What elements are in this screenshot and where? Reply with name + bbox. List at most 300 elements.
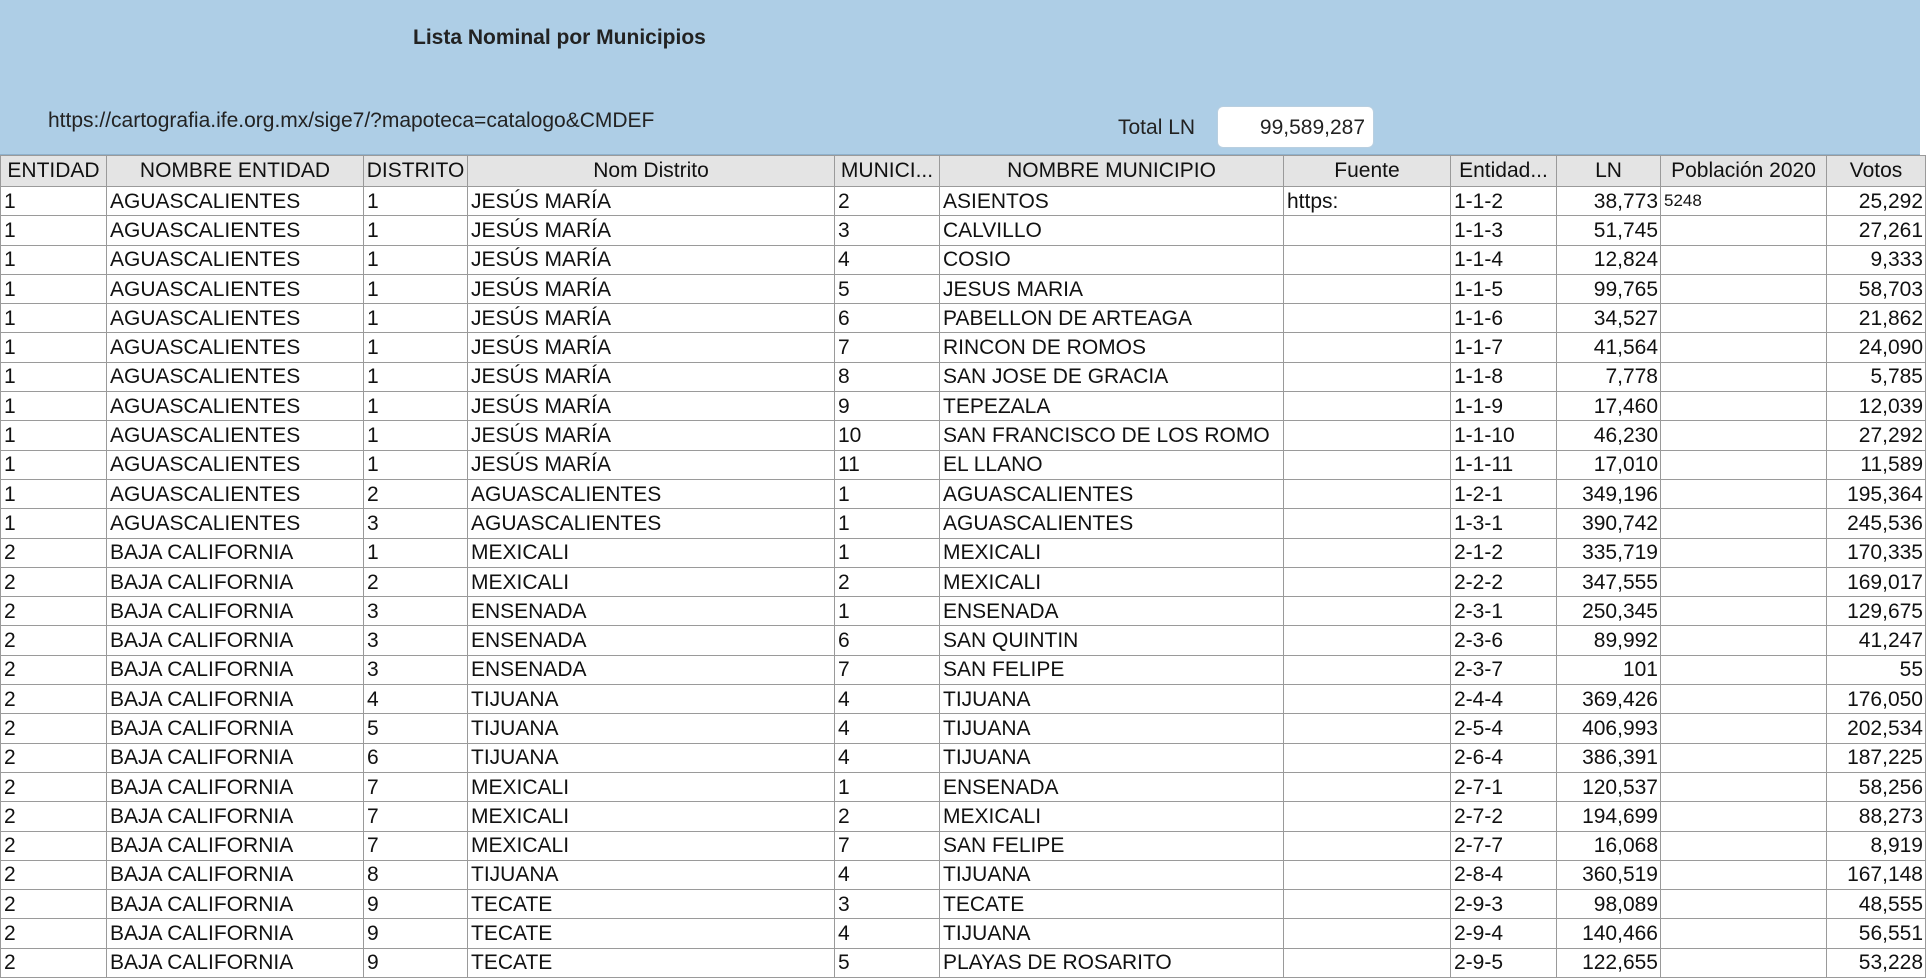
cell-nombre-municipio[interactable]: AGUASCALIENTES [940,509,1284,538]
cell-ln[interactable]: 250,345 [1557,597,1661,626]
cell-entidad-key[interactable]: 2-9-5 [1451,948,1557,977]
cell-nombre-entidad[interactable]: BAJA CALIFORNIA [107,597,364,626]
column-header-nom-distrito[interactable]: Nom Distrito [468,156,835,187]
cell-votos[interactable]: 53,228 [1827,948,1926,977]
cell-distrito[interactable]: 2 [364,567,468,596]
cell-distrito[interactable]: 1 [364,187,468,216]
cell-poblacion-2020[interactable] [1661,421,1827,450]
cell-nom-distrito[interactable]: JESÚS MARÍA [468,450,835,479]
cell-ln[interactable]: 335,719 [1557,538,1661,567]
cell-ln[interactable]: 99,765 [1557,274,1661,303]
cell-entidad[interactable]: 2 [1,890,107,919]
cell-distrito[interactable]: 9 [364,948,468,977]
cell-nom-distrito[interactable]: JESÚS MARÍA [468,187,835,216]
cell-nombre-municipio[interactable]: ASIENTOS [940,187,1284,216]
cell-votos[interactable]: 202,534 [1827,714,1926,743]
cell-ln[interactable]: 194,699 [1557,802,1661,831]
cell-entidad-key[interactable]: 2-8-4 [1451,860,1557,889]
cell-distrito[interactable]: 1 [364,333,468,362]
cell-nombre-municipio[interactable]: PLAYAS DE ROSARITO [940,948,1284,977]
cell-votos[interactable]: 48,555 [1827,890,1926,919]
cell-municipio[interactable]: 4 [835,245,940,274]
column-header-entidad[interactable]: ENTIDAD [1,156,107,187]
cell-entidad[interactable]: 1 [1,187,107,216]
cell-nombre-entidad[interactable]: BAJA CALIFORNIA [107,802,364,831]
cell-nombre-municipio[interactable]: SAN QUINTIN [940,626,1284,655]
cell-entidad[interactable]: 2 [1,567,107,596]
cell-votos[interactable]: 24,090 [1827,333,1926,362]
cell-distrito[interactable]: 3 [364,626,468,655]
cell-fuente[interactable] [1284,860,1451,889]
cell-entidad-key[interactable]: 1-1-8 [1451,362,1557,391]
cell-poblacion-2020[interactable] [1661,597,1827,626]
cell-nombre-municipio[interactable]: PABELLON DE ARTEAGA [940,304,1284,333]
cell-nom-distrito[interactable]: MEXICALI [468,802,835,831]
cell-fuente[interactable] [1284,743,1451,772]
cell-nombre-entidad[interactable]: BAJA CALIFORNIA [107,714,364,743]
cell-nom-distrito[interactable]: MEXICALI [468,772,835,801]
cell-poblacion-2020[interactable] [1661,685,1827,714]
cell-nombre-municipio[interactable]: SAN FRANCISCO DE LOS ROMO [940,421,1284,450]
cell-fuente[interactable] [1284,450,1451,479]
cell-ln[interactable]: 17,460 [1557,392,1661,421]
cell-entidad[interactable]: 2 [1,831,107,860]
cell-municipio[interactable]: 11 [835,450,940,479]
cell-municipio[interactable]: 7 [835,831,940,860]
cell-poblacion-2020[interactable] [1661,626,1827,655]
cell-municipio[interactable]: 2 [835,802,940,831]
cell-entidad[interactable]: 2 [1,743,107,772]
cell-nom-distrito[interactable]: TIJUANA [468,743,835,772]
cell-entidad[interactable]: 1 [1,479,107,508]
cell-ln[interactable]: 17,010 [1557,450,1661,479]
cell-votos[interactable]: 56,551 [1827,919,1926,948]
cell-votos[interactable]: 129,675 [1827,597,1926,626]
cell-fuente[interactable] [1284,890,1451,919]
cell-entidad[interactable]: 2 [1,714,107,743]
cell-ln[interactable]: 122,655 [1557,948,1661,977]
cell-nombre-municipio[interactable]: TIJUANA [940,860,1284,889]
cell-entidad-key[interactable]: 2-4-4 [1451,685,1557,714]
cell-votos[interactable]: 9,333 [1827,245,1926,274]
cell-nombre-entidad[interactable]: BAJA CALIFORNIA [107,948,364,977]
cell-fuente[interactable] [1284,304,1451,333]
cell-nom-distrito[interactable]: AGUASCALIENTES [468,509,835,538]
cell-nombre-municipio[interactable]: MEXICALI [940,567,1284,596]
cell-municipio[interactable]: 8 [835,362,940,391]
cell-nombre-entidad[interactable]: BAJA CALIFORNIA [107,919,364,948]
column-header-entidad-key[interactable]: Entidad... [1451,156,1557,187]
cell-nom-distrito[interactable]: TIJUANA [468,714,835,743]
cell-ln[interactable]: 369,426 [1557,685,1661,714]
cell-entidad[interactable]: 1 [1,245,107,274]
cell-entidad[interactable]: 1 [1,274,107,303]
cell-nom-distrito[interactable]: ENSENADA [468,626,835,655]
cell-distrito[interactable]: 9 [364,890,468,919]
cell-votos[interactable]: 27,292 [1827,421,1926,450]
cell-entidad[interactable]: 2 [1,948,107,977]
cell-nombre-entidad[interactable]: BAJA CALIFORNIA [107,655,364,684]
column-header-municipio[interactable]: MUNICI... [835,156,940,187]
cell-entidad-key[interactable]: 2-6-4 [1451,743,1557,772]
cell-nom-distrito[interactable]: JESÚS MARÍA [468,304,835,333]
cell-distrito[interactable]: 1 [364,392,468,421]
cell-nombre-entidad[interactable]: BAJA CALIFORNIA [107,890,364,919]
cell-nombre-municipio[interactable]: SAN FELIPE [940,831,1284,860]
cell-entidad-key[interactable]: 2-7-2 [1451,802,1557,831]
cell-poblacion-2020[interactable] [1661,655,1827,684]
cell-municipio[interactable]: 2 [835,567,940,596]
cell-nom-distrito[interactable]: TIJUANA [468,685,835,714]
cell-entidad-key[interactable]: 2-3-6 [1451,626,1557,655]
cell-ln[interactable]: 89,992 [1557,626,1661,655]
cell-ln[interactable]: 406,993 [1557,714,1661,743]
cell-nom-distrito[interactable]: ENSENADA [468,597,835,626]
cell-nombre-municipio[interactable]: EL LLANO [940,450,1284,479]
cell-entidad[interactable]: 2 [1,860,107,889]
cell-nom-distrito[interactable]: TIJUANA [468,860,835,889]
cell-distrito[interactable]: 1 [364,421,468,450]
column-header-fuente[interactable]: Fuente [1284,156,1451,187]
cell-poblacion-2020[interactable] [1661,362,1827,391]
cell-municipio[interactable]: 9 [835,392,940,421]
cell-ln[interactable]: 34,527 [1557,304,1661,333]
cell-nombre-entidad[interactable]: AGUASCALIENTES [107,392,364,421]
cell-fuente[interactable] [1284,685,1451,714]
column-header-votos[interactable]: Votos [1827,156,1926,187]
cell-poblacion-2020[interactable] [1661,216,1827,245]
cell-entidad[interactable]: 2 [1,772,107,801]
cell-nombre-municipio[interactable]: SAN FELIPE [940,655,1284,684]
cell-entidad[interactable]: 1 [1,421,107,450]
cell-nombre-municipio[interactable]: TIJUANA [940,919,1284,948]
cell-entidad-key[interactable]: 2-1-2 [1451,538,1557,567]
cell-distrito[interactable]: 7 [364,831,468,860]
cell-votos[interactable]: 170,335 [1827,538,1926,567]
cell-fuente[interactable] [1284,919,1451,948]
cell-votos[interactable]: 55 [1827,655,1926,684]
cell-poblacion-2020[interactable] [1661,860,1827,889]
cell-ln[interactable]: 360,519 [1557,860,1661,889]
cell-nom-distrito[interactable]: TECATE [468,890,835,919]
cell-nombre-municipio[interactable]: CALVILLO [940,216,1284,245]
cell-municipio[interactable]: 4 [835,919,940,948]
cell-entidad-key[interactable]: 1-3-1 [1451,509,1557,538]
cell-municipio[interactable]: 7 [835,333,940,362]
cell-fuente[interactable] [1284,655,1451,684]
cell-votos[interactable]: 21,862 [1827,304,1926,333]
cell-poblacion-2020[interactable] [1661,245,1827,274]
cell-fuente[interactable] [1284,538,1451,567]
cell-entidad[interactable]: 2 [1,655,107,684]
cell-distrito[interactable]: 5 [364,714,468,743]
cell-distrito[interactable]: 1 [364,538,468,567]
cell-distrito[interactable]: 7 [364,772,468,801]
cell-entidad-key[interactable]: 1-1-10 [1451,421,1557,450]
cell-entidad-key[interactable]: 2-7-7 [1451,831,1557,860]
cell-votos[interactable]: 169,017 [1827,567,1926,596]
cell-ln[interactable]: 98,089 [1557,890,1661,919]
cell-poblacion-2020[interactable] [1661,392,1827,421]
cell-distrito[interactable]: 4 [364,685,468,714]
cell-entidad-key[interactable]: 2-9-4 [1451,919,1557,948]
cell-distrito[interactable]: 1 [364,362,468,391]
cell-votos[interactable]: 11,589 [1827,450,1926,479]
cell-nombre-entidad[interactable]: BAJA CALIFORNIA [107,831,364,860]
cell-entidad-key[interactable]: 1-1-3 [1451,216,1557,245]
cell-nom-distrito[interactable]: JESÚS MARÍA [468,333,835,362]
cell-nombre-municipio[interactable]: SAN JOSE DE GRACIA [940,362,1284,391]
cell-nombre-municipio[interactable]: MEXICALI [940,802,1284,831]
cell-nombre-entidad[interactable]: BAJA CALIFORNIA [107,772,364,801]
cell-ln[interactable]: 7,778 [1557,362,1661,391]
cell-poblacion-2020[interactable] [1661,919,1827,948]
cell-fuente[interactable] [1284,802,1451,831]
cell-nom-distrito[interactable]: JESÚS MARÍA [468,216,835,245]
cell-municipio[interactable]: 1 [835,509,940,538]
cell-nom-distrito[interactable]: TECATE [468,919,835,948]
cell-fuente[interactable] [1284,626,1451,655]
cell-nombre-municipio[interactable]: MEXICALI [940,538,1284,567]
source-url-link[interactable]: https://cartografia.ife.org.mx/sige7/?mapoteca=catalogo&CMDEF [48,109,655,132]
cell-nombre-entidad[interactable]: AGUASCALIENTES [107,509,364,538]
cell-votos[interactable]: 195,364 [1827,479,1926,508]
cell-nombre-entidad[interactable]: BAJA CALIFORNIA [107,567,364,596]
cell-fuente[interactable] [1284,597,1451,626]
cell-fuente[interactable] [1284,362,1451,391]
cell-fuente[interactable]: https: [1284,187,1451,216]
cell-fuente[interactable] [1284,567,1451,596]
cell-nom-distrito[interactable]: MEXICALI [468,538,835,567]
cell-poblacion-2020[interactable] [1661,479,1827,508]
cell-entidad-key[interactable]: 2-2-2 [1451,567,1557,596]
cell-distrito[interactable]: 6 [364,743,468,772]
cell-nombre-entidad[interactable]: AGUASCALIENTES [107,216,364,245]
cell-entidad-key[interactable]: 2-7-1 [1451,772,1557,801]
cell-entidad-key[interactable]: 2-3-1 [1451,597,1557,626]
cell-nombre-entidad[interactable]: AGUASCALIENTES [107,245,364,274]
cell-nombre-entidad[interactable]: AGUASCALIENTES [107,421,364,450]
cell-distrito[interactable]: 1 [364,216,468,245]
cell-municipio[interactable]: 1 [835,538,940,567]
column-header-nombre-entidad[interactable]: NOMBRE ENTIDAD [107,156,364,187]
cell-fuente[interactable] [1284,245,1451,274]
cell-distrito[interactable]: 1 [364,245,468,274]
cell-municipio[interactable]: 7 [835,655,940,684]
cell-nombre-entidad[interactable]: BAJA CALIFORNIA [107,860,364,889]
cell-nombre-entidad[interactable]: AGUASCALIENTES [107,187,364,216]
cell-entidad[interactable]: 1 [1,362,107,391]
cell-poblacion-2020[interactable] [1661,538,1827,567]
cell-entidad-key[interactable]: 1-1-4 [1451,245,1557,274]
cell-votos[interactable]: 176,050 [1827,685,1926,714]
cell-fuente[interactable] [1284,274,1451,303]
cell-ln[interactable]: 140,466 [1557,919,1661,948]
cell-fuente[interactable] [1284,421,1451,450]
cell-nombre-municipio[interactable]: ENSENADA [940,772,1284,801]
cell-fuente[interactable] [1284,509,1451,538]
cell-votos[interactable]: 8,919 [1827,831,1926,860]
cell-poblacion-2020[interactable] [1661,450,1827,479]
cell-votos[interactable]: 58,703 [1827,274,1926,303]
cell-nombre-entidad[interactable]: AGUASCALIENTES [107,479,364,508]
cell-votos[interactable]: 5,785 [1827,362,1926,391]
cell-nombre-entidad[interactable]: AGUASCALIENTES [107,304,364,333]
cell-fuente[interactable] [1284,831,1451,860]
cell-ln[interactable]: 38,773 [1557,187,1661,216]
cell-nombre-entidad[interactable]: AGUASCALIENTES [107,450,364,479]
cell-ln[interactable]: 390,742 [1557,509,1661,538]
cell-ln[interactable]: 349,196 [1557,479,1661,508]
cell-entidad-key[interactable]: 1-1-6 [1451,304,1557,333]
cell-nombre-municipio[interactable]: JESUS MARIA [940,274,1284,303]
cell-entidad-key[interactable]: 1-2-1 [1451,479,1557,508]
cell-fuente[interactable] [1284,714,1451,743]
cell-ln[interactable]: 41,564 [1557,333,1661,362]
cell-poblacion-2020[interactable] [1661,772,1827,801]
cell-nombre-municipio[interactable]: TIJUANA [940,685,1284,714]
cell-ln[interactable]: 46,230 [1557,421,1661,450]
cell-nom-distrito[interactable]: MEXICALI [468,567,835,596]
cell-votos[interactable]: 27,261 [1827,216,1926,245]
cell-distrito[interactable]: 3 [364,597,468,626]
cell-nom-distrito[interactable]: JESÚS MARÍA [468,421,835,450]
cell-distrito[interactable]: 1 [364,450,468,479]
cell-municipio[interactable]: 2 [835,187,940,216]
cell-entidad-key[interactable]: 1-1-5 [1451,274,1557,303]
cell-fuente[interactable] [1284,216,1451,245]
cell-votos[interactable]: 12,039 [1827,392,1926,421]
cell-nom-distrito[interactable]: JESÚS MARÍA [468,392,835,421]
cell-municipio[interactable]: 1 [835,597,940,626]
cell-poblacion-2020[interactable] [1661,831,1827,860]
cell-municipio[interactable]: 5 [835,274,940,303]
cell-nombre-entidad[interactable]: BAJA CALIFORNIA [107,743,364,772]
total-ln-field[interactable]: 99,589,287 [1217,106,1374,148]
cell-municipio[interactable]: 4 [835,743,940,772]
cell-nom-distrito[interactable]: JESÚS MARÍA [468,362,835,391]
cell-nombre-municipio[interactable]: RINCON DE ROMOS [940,333,1284,362]
cell-poblacion-2020[interactable] [1661,948,1827,977]
column-header-nombre-municipio[interactable]: NOMBRE MUNICIPIO [940,156,1284,187]
column-header-distrito[interactable]: DISTRITO [364,156,468,187]
cell-municipio[interactable]: 5 [835,948,940,977]
cell-entidad[interactable]: 1 [1,392,107,421]
cell-nombre-municipio[interactable]: TEPEZALA [940,392,1284,421]
cell-entidad[interactable]: 1 [1,509,107,538]
cell-municipio[interactable]: 1 [835,772,940,801]
column-header-ln[interactable]: LN [1557,156,1661,187]
cell-nombre-entidad[interactable]: AGUASCALIENTES [107,362,364,391]
cell-nombre-municipio[interactable]: ENSENADA [940,597,1284,626]
cell-entidad-key[interactable]: 1-1-7 [1451,333,1557,362]
cell-entidad-key[interactable]: 2-5-4 [1451,714,1557,743]
cell-votos[interactable]: 88,273 [1827,802,1926,831]
cell-fuente[interactable] [1284,479,1451,508]
cell-votos[interactable]: 245,536 [1827,509,1926,538]
cell-ln[interactable]: 386,391 [1557,743,1661,772]
cell-nom-distrito[interactable]: AGUASCALIENTES [468,479,835,508]
cell-entidad[interactable]: 2 [1,919,107,948]
cell-entidad[interactable]: 1 [1,450,107,479]
cell-nombre-municipio[interactable]: AGUASCALIENTES [940,479,1284,508]
cell-poblacion-2020[interactable] [1661,304,1827,333]
cell-poblacion-2020[interactable] [1661,333,1827,362]
cell-nombre-entidad[interactable]: BAJA CALIFORNIA [107,626,364,655]
cell-entidad-key[interactable]: 1-1-2 [1451,187,1557,216]
cell-distrito[interactable]: 8 [364,860,468,889]
cell-nom-distrito[interactable]: JESÚS MARÍA [468,274,835,303]
cell-fuente[interactable] [1284,333,1451,362]
cell-votos[interactable]: 41,247 [1827,626,1926,655]
cell-poblacion-2020[interactable] [1661,802,1827,831]
cell-distrito[interactable]: 1 [364,274,468,303]
cell-poblacion-2020[interactable] [1661,714,1827,743]
cell-entidad-key[interactable]: 2-9-3 [1451,890,1557,919]
cell-municipio[interactable]: 10 [835,421,940,450]
cell-municipio[interactable]: 4 [835,860,940,889]
cell-entidad[interactable]: 1 [1,304,107,333]
cell-poblacion-2020[interactable] [1661,274,1827,303]
cell-distrito[interactable]: 1 [364,304,468,333]
cell-nom-distrito[interactable]: ENSENADA [468,655,835,684]
cell-entidad[interactable]: 2 [1,597,107,626]
cell-municipio[interactable]: 6 [835,304,940,333]
cell-entidad-key[interactable]: 1-1-9 [1451,392,1557,421]
cell-ln[interactable]: 120,537 [1557,772,1661,801]
cell-entidad[interactable]: 2 [1,626,107,655]
cell-nombre-municipio[interactable]: TECATE [940,890,1284,919]
cell-fuente[interactable] [1284,772,1451,801]
cell-poblacion-2020[interactable] [1661,509,1827,538]
column-header-poblacion-2020[interactable]: Población 2020 [1661,156,1827,187]
cell-poblacion-2020[interactable] [1661,890,1827,919]
cell-nombre-entidad[interactable]: AGUASCALIENTES [107,333,364,362]
cell-municipio[interactable]: 3 [835,216,940,245]
cell-nombre-entidad[interactable]: AGUASCALIENTES [107,274,364,303]
cell-entidad[interactable]: 1 [1,333,107,362]
cell-fuente[interactable] [1284,392,1451,421]
cell-entidad-key[interactable]: 1-1-11 [1451,450,1557,479]
cell-ln[interactable]: 101 [1557,655,1661,684]
cell-nombre-entidad[interactable]: BAJA CALIFORNIA [107,685,364,714]
cell-municipio[interactable]: 6 [835,626,940,655]
cell-distrito[interactable]: 7 [364,802,468,831]
cell-municipio[interactable]: 4 [835,714,940,743]
cell-nom-distrito[interactable]: JESÚS MARÍA [468,245,835,274]
cell-entidad-key[interactable]: 2-3-7 [1451,655,1557,684]
cell-nombre-municipio[interactable]: COSIO [940,245,1284,274]
cell-ln[interactable]: 51,745 [1557,216,1661,245]
cell-votos[interactable]: 58,256 [1827,772,1926,801]
cell-ln[interactable]: 16,068 [1557,831,1661,860]
cell-nombre-municipio[interactable]: TIJUANA [940,714,1284,743]
cell-nom-distrito[interactable]: MEXICALI [468,831,835,860]
cell-municipio[interactable]: 4 [835,685,940,714]
cell-entidad[interactable]: 2 [1,538,107,567]
cell-votos[interactable]: 25,292 [1827,187,1926,216]
cell-poblacion-2020[interactable]: 5248 [1661,187,1827,216]
cell-nombre-municipio[interactable]: TIJUANA [940,743,1284,772]
cell-municipio[interactable]: 3 [835,890,940,919]
cell-poblacion-2020[interactable] [1661,567,1827,596]
cell-poblacion-2020[interactable] [1661,743,1827,772]
cell-nombre-entidad[interactable]: BAJA CALIFORNIA [107,538,364,567]
cell-distrito[interactable]: 3 [364,509,468,538]
cell-nom-distrito[interactable]: TECATE [468,948,835,977]
cell-distrito[interactable]: 3 [364,655,468,684]
cell-distrito[interactable]: 9 [364,919,468,948]
